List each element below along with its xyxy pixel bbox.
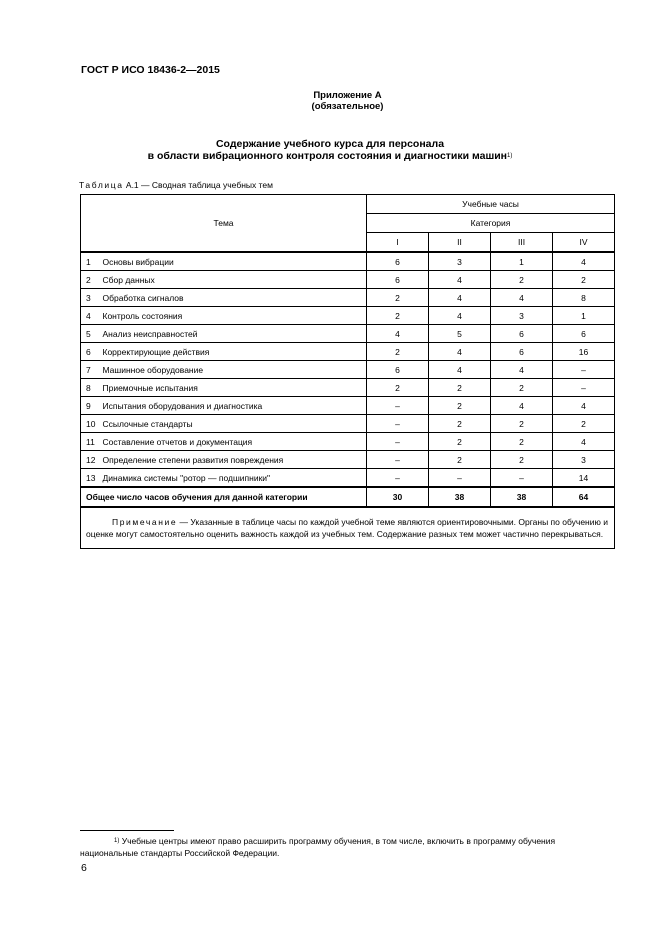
category-header: III (491, 233, 553, 253)
annex-status: (обязательное) (311, 101, 384, 112)
row-topic: Анализ неисправностей (103, 325, 367, 343)
hours-cell: – (491, 469, 553, 488)
total-cell: 64 (553, 487, 615, 507)
table-row (81, 415, 615, 433)
hours-cell: – (367, 397, 429, 415)
hours-cell: 6 (367, 252, 429, 271)
table-row (81, 289, 615, 307)
hours-cell: 4 (553, 252, 615, 271)
hours-cell: 2 (367, 307, 429, 325)
hours-cell: 4 (491, 361, 553, 379)
note-row (81, 507, 615, 549)
row-topic: Контроль состояния (103, 307, 367, 325)
hours-cell: 6 (367, 361, 429, 379)
total-cell: 30 (367, 487, 429, 507)
header-topic: Тема (81, 195, 367, 253)
table-row (81, 307, 615, 325)
total-cell: 38 (429, 487, 491, 507)
footnote-mark: 1) (114, 838, 120, 844)
hours-cell: 6 (491, 325, 553, 343)
table-row (81, 325, 615, 343)
footnote (80, 835, 614, 859)
row-number: 13 (81, 469, 103, 488)
hours-cell: 2 (367, 343, 429, 361)
hours-cell: 2 (429, 451, 491, 469)
category-header: IV (553, 233, 615, 253)
row-topic: Сбор данных (103, 271, 367, 289)
row-number: 10 (81, 415, 103, 433)
footnote-text: Учебные центры имеют право расширить программу обучения, в том числе, включить в программу обучения национальные стандарты Российской Федерации. (80, 836, 556, 858)
row-number: 4 (81, 307, 103, 325)
row-number: 11 (81, 433, 103, 451)
hours-cell: 2 (491, 271, 553, 289)
page-number: 6 (81, 862, 87, 874)
total-label: Общее число часов обучения для данной категории (81, 487, 367, 507)
hours-cell: 16 (553, 343, 615, 361)
hours-cell: 1 (553, 307, 615, 325)
row-number: 1 (81, 252, 103, 271)
hours-cell: – (367, 433, 429, 451)
row-topic: Машинное оборудование (103, 361, 367, 379)
note-prefix: Примечание (111, 517, 178, 527)
category-header: I (367, 233, 429, 253)
table-row (81, 397, 615, 415)
hours-cell: 2 (553, 271, 615, 289)
table-caption (79, 180, 273, 190)
table-row (81, 433, 615, 451)
row-number: 6 (81, 343, 103, 361)
hours-cell: 1 (491, 252, 553, 271)
table-row (81, 451, 615, 469)
table-caption-prefix: Таблица (79, 180, 124, 190)
training-topics-table (80, 194, 615, 549)
hours-cell: – (367, 469, 429, 488)
hours-cell: 4 (367, 325, 429, 343)
category-header: II (429, 233, 491, 253)
row-number: 3 (81, 289, 103, 307)
hours-cell: 4 (491, 397, 553, 415)
row-topic: Обработка сигналов (103, 289, 367, 307)
section-title (80, 138, 580, 162)
row-topic: Ссылочные стандарты (103, 415, 367, 433)
hours-cell: 2 (491, 379, 553, 397)
hours-cell: – (367, 415, 429, 433)
hours-cell: 3 (553, 451, 615, 469)
annex-heading (0, 90, 661, 112)
hours-cell: – (367, 451, 429, 469)
hours-cell: 4 (429, 289, 491, 307)
total-cell: 38 (491, 487, 553, 507)
hours-cell: 2 (491, 433, 553, 451)
table-row (81, 361, 615, 379)
note-text: — Указанные в таблице часы по каждой учебной теме являются ориентировочными. Органы по обучению и оценке могут самостоятельно оценить важность каждой из учебных тем. Содержание разных тем может частично перекрываться. (86, 517, 608, 539)
table-row (81, 343, 615, 361)
hours-cell: 8 (553, 289, 615, 307)
row-topic: Динамика системы "ротор — подшипники" (103, 469, 367, 488)
hours-cell: 6 (491, 343, 553, 361)
row-topic: Составление отчетов и документация (103, 433, 367, 451)
header-hours: Учебные часы (367, 195, 615, 214)
hours-cell: 4 (429, 271, 491, 289)
hours-cell: 2 (491, 451, 553, 469)
annex-title: Приложение А (313, 90, 382, 101)
table-row (81, 469, 615, 488)
footnote-separator (80, 830, 174, 831)
table-caption-text: А.1 — Сводная таблица учебных тем (125, 180, 273, 190)
hours-cell: 3 (491, 307, 553, 325)
hours-cell: 2 (429, 397, 491, 415)
hours-cell: 2 (429, 415, 491, 433)
row-topic: Корректирующие действия (103, 343, 367, 361)
section-title-line2 (80, 150, 580, 162)
hours-cell: 3 (429, 252, 491, 271)
row-number: 9 (81, 397, 103, 415)
hours-cell: 4 (553, 433, 615, 451)
hours-cell: 14 (553, 469, 615, 488)
table-row (81, 252, 615, 271)
hours-cell: 6 (553, 325, 615, 343)
hours-cell: 2 (367, 289, 429, 307)
hours-cell: 4 (553, 397, 615, 415)
hours-cell: 2 (367, 379, 429, 397)
hours-cell: 2 (491, 415, 553, 433)
row-topic: Испытания оборудования и диагностика (103, 397, 367, 415)
document-header: ГОСТ Р ИСО 18436-2—2015 (81, 64, 220, 76)
hours-cell: 2 (553, 415, 615, 433)
row-topic: Основы вибрации (103, 252, 367, 271)
hours-cell: – (553, 361, 615, 379)
footnote-reference: 1) (507, 153, 513, 159)
section-title-line2-text: в области вибрационного контроля состояния и диагностики машин (147, 150, 508, 162)
row-number: 7 (81, 361, 103, 379)
row-number: 5 (81, 325, 103, 343)
hours-cell: 4 (429, 343, 491, 361)
hours-cell: 4 (429, 361, 491, 379)
row-number: 8 (81, 379, 103, 397)
row-topic: Приемочные испытания (103, 379, 367, 397)
table-row (81, 379, 615, 397)
section-title-line1: Содержание учебного курса для персонала (215, 138, 445, 150)
table-row (81, 271, 615, 289)
hours-cell: 2 (429, 433, 491, 451)
hours-cell: – (429, 469, 491, 488)
row-number: 2 (81, 271, 103, 289)
hours-cell: 4 (429, 307, 491, 325)
hours-cell: 2 (429, 379, 491, 397)
row-number: 12 (81, 451, 103, 469)
hours-cell: 6 (367, 271, 429, 289)
header-category: Категория (367, 214, 615, 233)
hours-cell: 5 (429, 325, 491, 343)
hours-cell: 4 (491, 289, 553, 307)
hours-cell: – (553, 379, 615, 397)
table-note (81, 507, 615, 549)
row-topic: Определение степени развития повреждения (103, 451, 367, 469)
total-row (81, 487, 615, 507)
